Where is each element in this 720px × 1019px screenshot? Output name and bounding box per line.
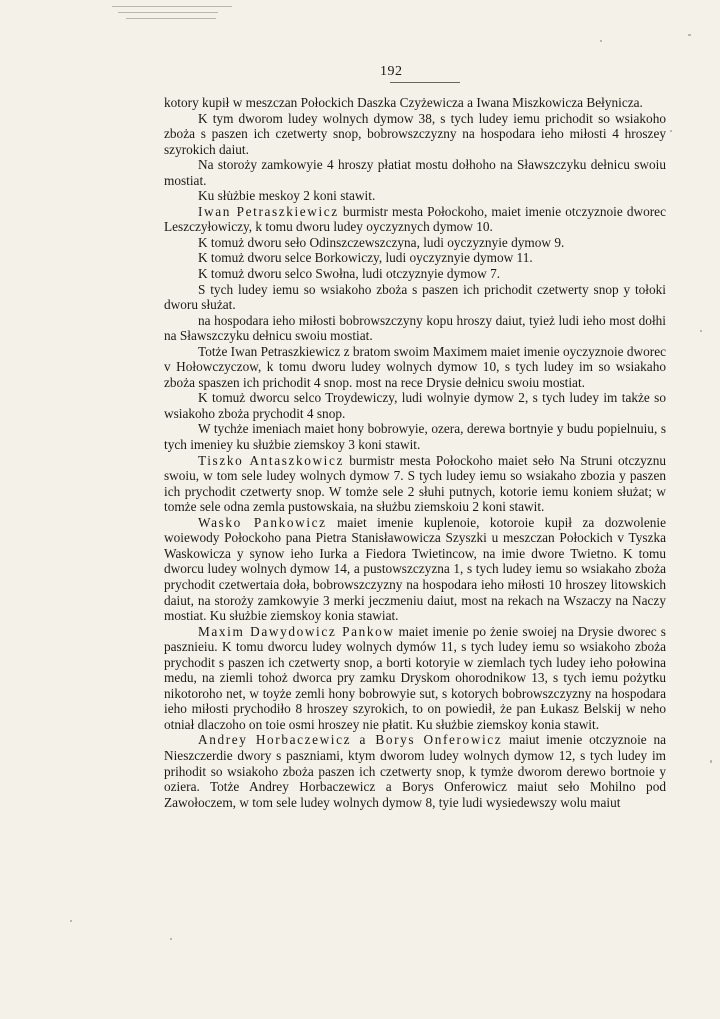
paragraph [164,344,666,391]
paragraph-text: maiet imenie kuplenoie, kotoroie kupił za dozwolenie woiewody Połockoho pana Pietra Stanisławowicza Szyszki u meszczan Połockich v Tyszka Waskowicza y synow ieho Iurka a Fiedora Twietincow, na imie dwore Twietno. K tomu dworcu ludey wolnych dymow 14, a pustowszczyzna 1, s tych ludey iemu so wsiakaho zboża prychodit czetwertaia doła, bobrowszczyzny na hospodara ieho miłosti 10 hroszey litowskich daiut, na storoży zamkowyie 3 merki jeczmeniu daiut, most na rekach na Wszaczy na Naczy mostiat. Ku służbie ziemskoy konia stawiat. [164,514,666,624]
paragraph [164,235,666,251]
person-name: Maxim Dawydowicz Pankow [198,623,395,639]
paragraph-text: S tych ludey iemu so wsiakoho zboża s paszen ich prichodit czetwerty snop y tołoki dworu służat. [164,281,666,313]
text-block [164,95,666,810]
paragraph-text: burmistr mesta Połockoho, maiet imenie otczyznoie dworec Leszczyłowiczy, k tomu dworu ludey oyczyznych dymow 10. [164,203,666,235]
paragraph [164,282,666,313]
paragraph [164,732,666,810]
paragraph-text: K tomuż dworu selce Borkowiczy, ludi oyczyznyie dymow 11. [198,250,533,266]
paragraph [164,624,666,733]
paragraph-text: burmistr mesta Połockoho maiet seło Na Struni otczyznu swoiu, w tom sele ludey wolnych dymow 7. S tych ludey iemu so wsiakaho zbozia y paszen ich prychodit czetwerty snop. W tomże sele 2 słuhi putnych, kotorie iemu koniem służat; w tomże sele odna zemla pustowskaia, na służbu ziemskoiu 2 koni stawit. [164,452,666,515]
paragraph-text: K tomuż dworu seło Odinszczewszczyna, ludi oyczyznyie dymow 9. [198,234,565,250]
paragraph [164,157,666,188]
paragraph-text: maiut imenie otczyznoie na Nieszczerdie dwory s paszniami, ktym dworom ludey wolnych dymow 12, s tych ludey im prihodit so wsiakoho zboża paszen ich czetwerty snop, k tymże dworom derewo bortnoie y oziera. Totże Andrey Horbaczewicz a Borys Onferowicz maiut seło Mohilno pod Zawołoczem, w tom sele ludey wolnych dymow 8, tyie ludi wysiedewszy wolu maiut [164,732,666,810]
paragraph-text: Na storoży zamkowyie 4 hroszy płatiat mostu dołhoho na Sławszczyku dełnicu swoiu mostiat. [164,157,666,188]
page-number-rule [390,82,460,83]
paragraph [164,453,666,515]
paragraph [164,95,666,111]
paragraph-text: K tym dworom ludey wolnych dymow 38, s tych ludey iemu prichodit so wsiakoho zboża s paszen ich czetwerty snop, bobrowszczyzny na hospodara ieho miłosti 4 hroszey szyrokich daiut. [164,110,666,157]
paragraph [164,250,666,266]
paragraph-text: maiet imenie po żenie swoiej na Drysie dworec s pasznieiu. K tomu dworcu ludey wolnych dymów 11, s tych ludey iemu so wsiakoho zboża prychodit s paszen ich czetwerty snop, a borti kotoryie w ziemlach tych ludey ieho połowina medu, na ziemli tohoż dworca pry zamku Dryskom ohorodnikow 13, s tych iemu pożytku nikotoroho net, w toyże zemli hony bobrowyie sut, s kotorych bobrowszczyzny na hospodara ieho miłosti prychodiło 8 hroszey szyrokich, to on powiedił, że pan Łukasz Belskij w neho otniał dlaczoho on toie osmi hroszey nie płatit. Ku służbie ziemskoy konia stawit. [164,623,666,732]
paragraph-text: K tomuż dworcu selco Troydewiczy, ludi wolnyie dymow 2, s tych ludey im także so wsiakoho zboża prychodit 4 snop. [164,390,666,421]
paragraph-text: Ku słu̇żbie meskoy 2 koni stawit. [198,188,376,204]
paragraph [164,313,666,344]
person-name: Tiszko Antaszkowicz [198,452,344,468]
person-name: Iwan Petraszkiewicz [198,203,339,219]
paragraph-text: W tychże imeniach maiet hony bobrowyie, ozera, derewa bortnyie y budu popielnuiu, s tych imeniey ku służbie ziemskoy 3 koni stawit. [164,421,666,453]
paragraph [164,111,666,158]
paragraph [164,421,666,452]
paragraph [164,188,666,204]
paragraph [164,390,666,421]
paragraph [164,204,666,235]
paragraph-text: Totże Iwan Petraszkiewicz z bratom swoim Maximem maiet imenie oyczyznoie dworec v Hołowczyczow, k tomu dworu ludey wolnych dymow 10, s tych ludey im so wsiakaho zboża spaszen ich prichodit 4 snop. most na rece Drysie dełnicu swoiu mostiat. [164,343,666,390]
paragraph-text: kotory kupił w meszczan Połockich Daszka Czyżewicza a Iwana Miszkowicza Bełynicza. [164,95,643,110]
paragraph [164,266,666,282]
paragraph-text: K tomuż dworu selco Swołna, ludi otczyznyie dymow 7. [198,266,501,282]
paragraph-text: na hospodara ieho miłosti bobrowszczyny kopu hroszy daiut, tyież ludi ieho most dołhi na Sławszczyku dełnicu swoiu mostiat. [164,312,666,344]
person-name: Andrey Horbaczewicz a Borys Onferowicz [198,732,503,748]
page-number: 192 [380,64,403,79]
paragraph [164,515,666,624]
person-name: Wasko Pankowicz [198,514,327,530]
